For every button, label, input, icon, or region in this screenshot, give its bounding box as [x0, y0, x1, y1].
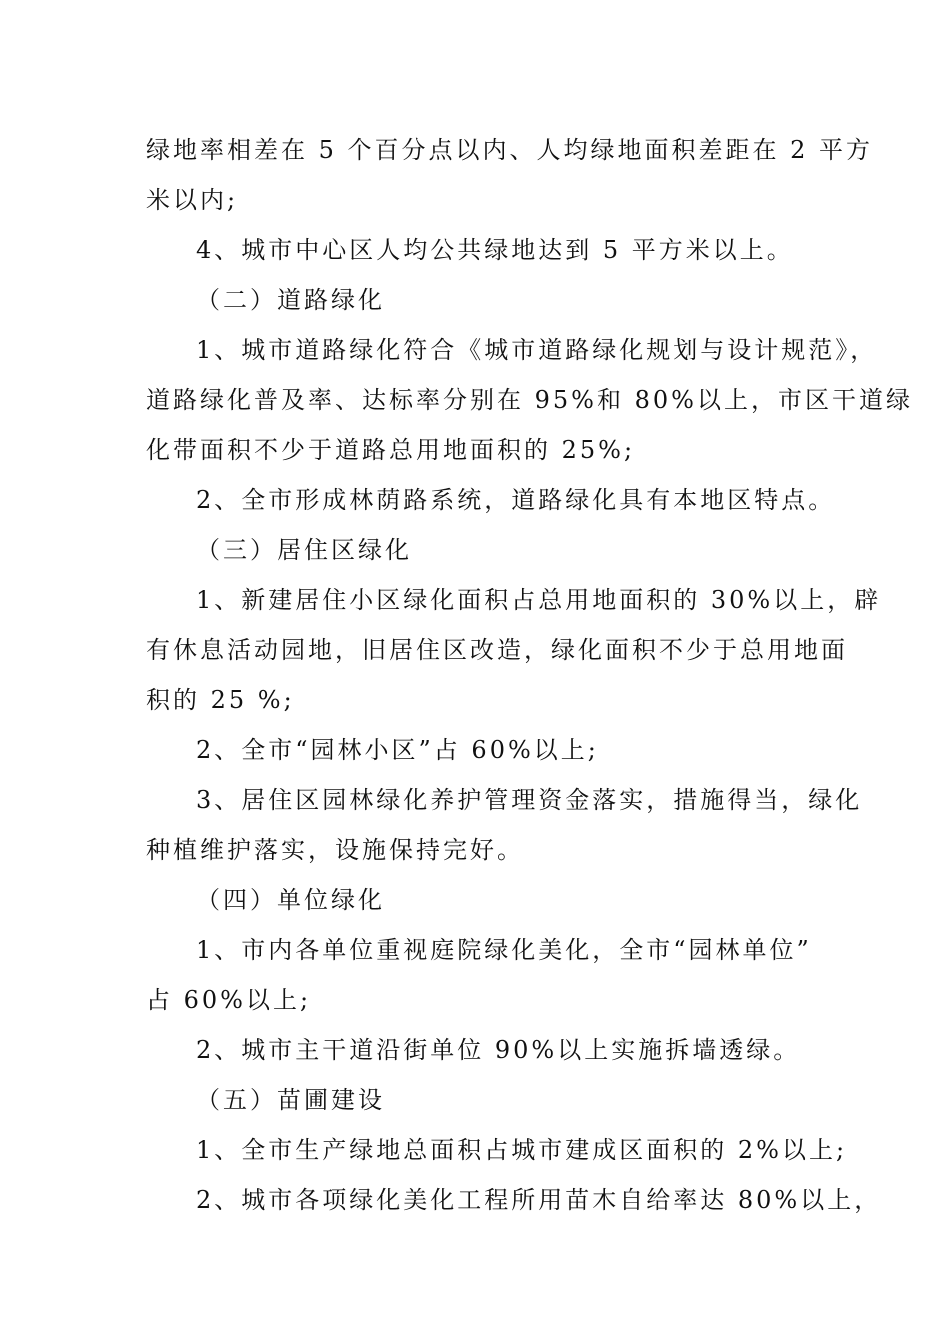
paragraph-line: 积的 25 %; [146, 686, 295, 714]
paragraph-line: 4、城市中心区人均公共绿地达到 5 平方米以上。 [196, 236, 794, 264]
paragraph-line: 化带面积不少于道路总用地面积的 25%; [146, 436, 636, 464]
paragraph-line: 占 60%以上; [146, 986, 312, 1014]
section-heading: （三）居住区绿化 [196, 536, 412, 564]
paragraph-line: 种植维护落实，设施保持完好。 [146, 836, 524, 864]
paragraph-line: 有休息活动园地，旧居住区改造，绿化面积不少于总用地面 [146, 636, 848, 664]
paragraph-line: 2、城市主干道沿街单位 90%以上实施拆墙透绿。 [196, 1036, 801, 1064]
paragraph-line: 2、全市形成林荫路系统，道路绿化具有本地区特点。 [196, 486, 836, 514]
paragraph-line: 1、新建居住小区绿化面积占总用地面积的 30%以上，辟 [196, 586, 882, 614]
paragraph-line: 3、居住区园林绿化养护管理资金落实，措施得当，绿化 [196, 786, 863, 814]
section-heading: （五）苗圃建设 [196, 1086, 385, 1114]
paragraph-line: 2、全市“园林小区”占 60%以上; [196, 736, 599, 764]
paragraph-line: 1、全市生产绿地总面积占城市建成区面积的 2%以上; [196, 1136, 848, 1164]
paragraph-line: 米以内; [146, 186, 239, 214]
paragraph-line: 1、市内各单位重视庭院绿化美化，全市“园林单位” [196, 936, 812, 964]
paragraph-line: 1、城市道路绿化符合《城市道路绿化规划与设计规范》， [196, 336, 878, 364]
paragraph-line: 绿地率相差在 5 个百分点以内、人均绿地面积差距在 2 平方 [146, 136, 874, 164]
section-heading: （四）单位绿化 [196, 886, 385, 914]
section-heading: （二）道路绿化 [196, 286, 385, 314]
paragraph-line: 2、城市各项绿化美化工程所用苗木自给率达 80%以上， [196, 1186, 882, 1214]
document-body [146, 128, 913, 1228]
paragraph-line: 道路绿化普及率、达标率分别在 95%和 80%以上，市区干道绿 [146, 386, 913, 414]
